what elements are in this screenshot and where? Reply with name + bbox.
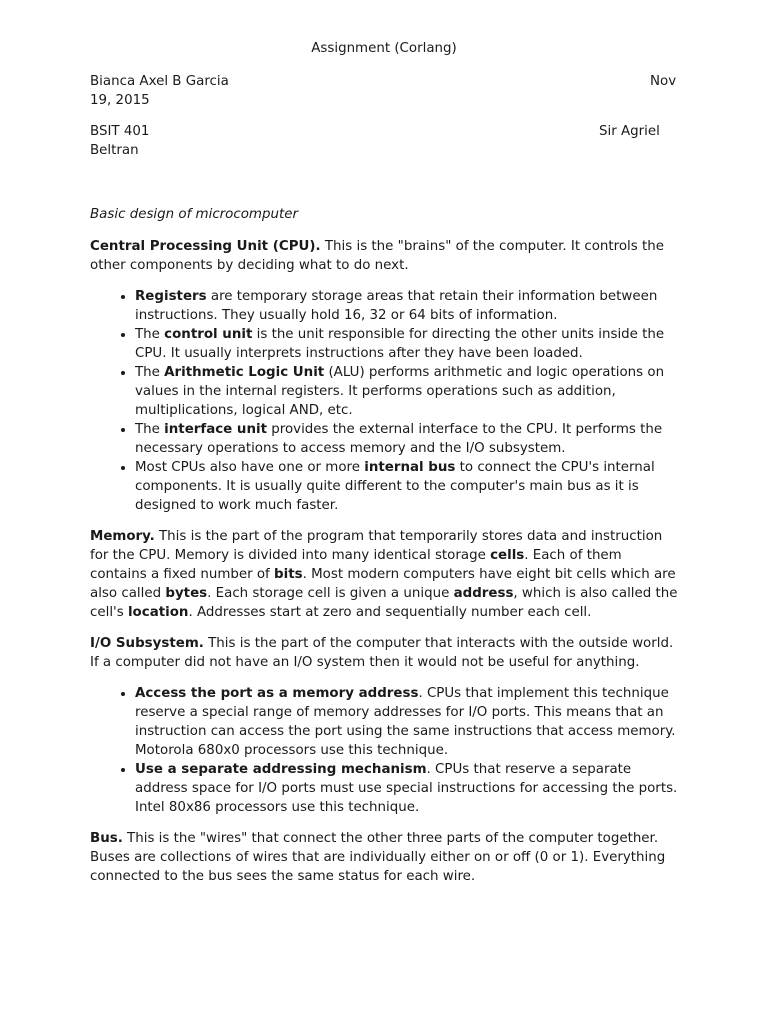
io-methods-list: [90, 684, 680, 817]
cpu-text: This is the "brains" of the computer. It controls the other components by deciding what to do next.: [90, 239, 664, 273]
memory-text: , which is also called the cell's: [90, 586, 678, 620]
item-prefix: The: [135, 365, 165, 380]
cpu-paragraph: [90, 237, 680, 275]
list-item-alu: [135, 363, 680, 420]
memory-text: . Most modern computers have eight bit cells which are also called: [90, 567, 676, 601]
list-item-interface-unit: [135, 420, 680, 458]
memory-bold-term: address: [453, 586, 514, 601]
item-text: provides the external interface to the CPU. It performs the necessary operations to access memory and the I/O subsystem.: [135, 422, 663, 456]
cpu-components-list: [90, 287, 680, 515]
memory-text: . Each of them contains a fixed number of: [90, 548, 622, 582]
teacher-line-1: Sir Agriel: [599, 124, 660, 139]
date-line-2: 19, 2015: [90, 93, 150, 108]
document-title: Assignment (Corlang): [311, 41, 457, 56]
list-item-control-unit: [135, 325, 680, 363]
list-item-memory-mapped: [135, 684, 680, 760]
item-prefix: The: [135, 422, 165, 437]
item-term: Arithmetic Logic Unit: [164, 365, 325, 380]
memory-bold-term: location: [127, 605, 189, 620]
io-term: I/O Subsystem.: [90, 636, 204, 651]
student-name: Bianca Axel B Garcia: [90, 74, 229, 89]
bus-term: Bus.: [90, 831, 123, 846]
list-item-internal-bus: [135, 458, 680, 515]
item-text: is the unit responsible for directing the other units inside the CPU. It usually interprets instructions after they have been loaded.: [135, 327, 665, 361]
item-text: . CPUs that reserve a separate address space for I/O ports must use special instructions for accessing the ports. Intel 80x86 processors use this technique.: [135, 762, 678, 815]
section-label: BSIT 401: [90, 124, 150, 139]
list-item-separate-addressing: [135, 760, 680, 817]
item-term: Use a separate addressing mechanism: [135, 762, 427, 777]
memory-bold-term: bytes: [165, 586, 208, 601]
memory-paragraph: [90, 527, 680, 622]
memory-text: . Each storage cell is given a unique: [207, 586, 454, 601]
item-prefix: The: [135, 327, 165, 342]
memory-term: Memory.: [90, 529, 155, 544]
item-prefix: Most CPUs also have one or more: [135, 460, 365, 475]
item-text: to connect the CPU's internal components. It is usually quite different to the computer's main bus as it is designed to work much faster.: [135, 460, 655, 513]
item-term: control unit: [164, 327, 253, 342]
cpu-term: Central Processing Unit (CPU).: [90, 239, 321, 254]
teacher-line-2: Beltran: [90, 143, 139, 158]
bus-text: This is the "wires" that connect the other three parts of the computer together. Buses are collections of wires that are individually either on or off (0 or 1). Everything connected to the bus sees the same status for each wire.: [90, 831, 666, 884]
io-paragraph: [90, 634, 680, 672]
item-text: are temporary storage areas that retain their information between instructions. They usually hold 16, 32 or 64 bits of information.: [135, 289, 658, 323]
item-term: internal bus: [364, 460, 456, 475]
memory-text: . Addresses start at zero and sequentially number each cell.: [188, 605, 592, 620]
memory-bold-term: cells: [490, 548, 525, 563]
item-term: Registers: [135, 289, 207, 304]
item-text: . CPUs that implement this technique reserve a special range of memory addresses for I/O ports. This means that an instruction can access the port using the same instructions that access memory. Motorola 680x0 processors use this technique.: [135, 686, 676, 758]
section-subtitle: Basic design of microcomputer: [90, 207, 298, 222]
item-term: Access the port as a memory address: [135, 686, 419, 701]
memory-text: This is the part of the program that temporarily stores data and instruction for the CPU. Memory is divided into many identical storage: [90, 529, 663, 563]
bus-paragraph: [90, 829, 680, 886]
item-term: interface unit: [164, 422, 267, 437]
date-line-1: Nov: [650, 74, 677, 89]
item-text: (ALU) performs arithmetic and logic operations on values in the internal registers. It performs operations such as addition, multiplications, logical AND, etc.: [135, 365, 665, 418]
io-text: This is the part of the computer that interacts with the outside world. If a computer did not have an I/O system then it would not be useful for anything.: [90, 636, 674, 670]
memory-bold-term: bits: [274, 567, 303, 582]
list-item-registers: [135, 287, 680, 325]
document-body: [90, 205, 680, 898]
